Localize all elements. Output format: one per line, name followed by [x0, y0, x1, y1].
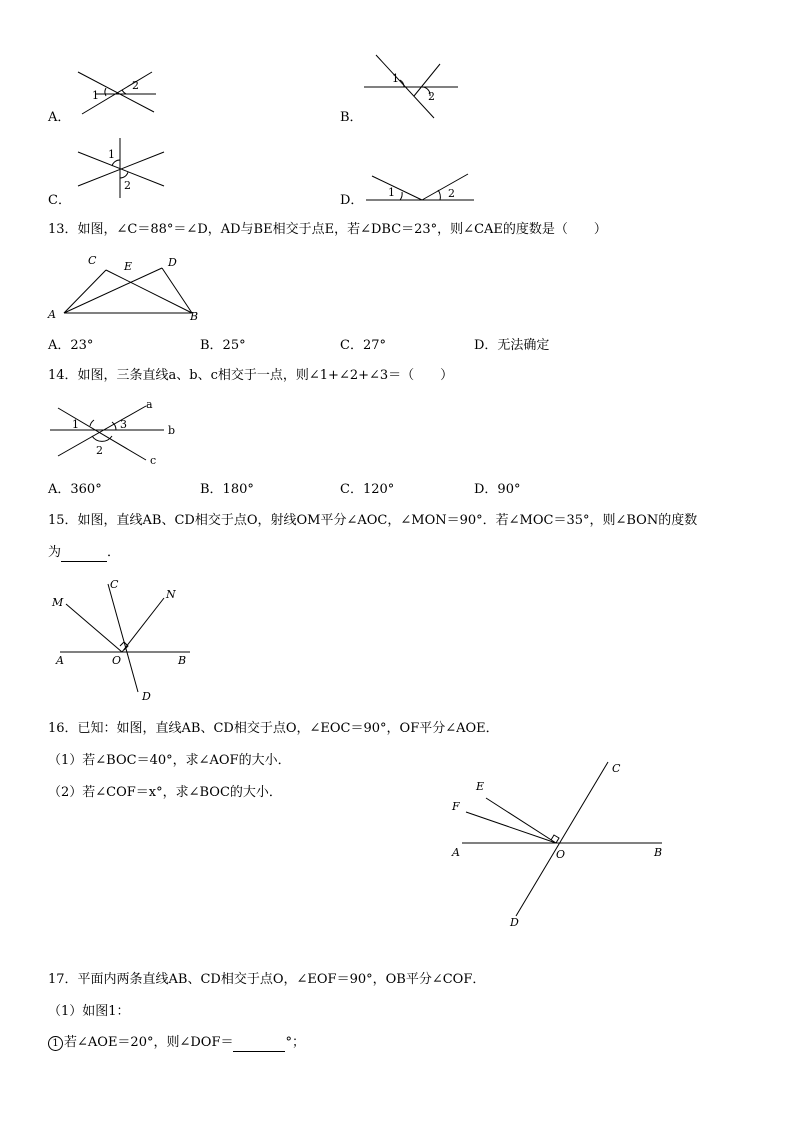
point-a-label: A — [48, 308, 56, 321]
angle-1-label: 1 — [392, 72, 399, 85]
q15-figure — [50, 576, 200, 706]
line-c-label: c — [150, 454, 157, 467]
q16-part1: （1）若∠BOC＝40°，求∠AOF的大小． — [48, 753, 291, 768]
point-a-label: A — [452, 846, 460, 859]
q14-option-d: D．90° — [474, 482, 521, 497]
point-b-label: B — [190, 310, 199, 323]
angle-1-label: 1 — [92, 89, 99, 102]
point-c-label: C — [110, 578, 119, 591]
q12-option-b-figure — [360, 52, 470, 122]
q12-option-b-label: B． — [340, 110, 363, 125]
point-e-label: E — [124, 260, 133, 273]
line-b-label: b — [168, 424, 176, 437]
angle-2-label: 2 — [428, 90, 435, 103]
angle-2-label: 2 — [132, 79, 139, 92]
angle-2-label: 2 — [448, 187, 455, 200]
q15-stem-line2 — [48, 545, 120, 562]
angle-1-label: 1 — [108, 148, 115, 161]
angle-1-label: 1 — [388, 186, 395, 199]
q13-option-a: A．23° — [48, 338, 94, 353]
q12-option-d-label: D． — [340, 193, 364, 208]
point-c-label: C — [88, 254, 97, 267]
q12-option-a-label: A． — [48, 110, 71, 125]
point-d-label: D — [142, 690, 151, 703]
q17-sub1-prefix: 若∠AOE＝20°，则∠DOF＝ — [64, 1035, 234, 1050]
q14-stem: 14．如图，三条直线a、b、c相交于一点，则∠1+∠2+∠3＝（ ） — [48, 368, 454, 383]
q17-stem: 17．平面内两条直线AB、CD相交于点O，∠EOF＝90°，OB平分∠COF． — [48, 972, 486, 987]
q16-figure — [446, 756, 676, 932]
q14-option-a: A．360° — [48, 482, 102, 497]
q14-option-b: B．180° — [200, 482, 254, 497]
q13-option-c: C．27° — [340, 338, 386, 353]
q12-option-c-label: C． — [48, 193, 71, 208]
line-a-label: a — [146, 398, 153, 411]
point-c-label: C — [612, 762, 621, 775]
point-o-label: O — [556, 848, 566, 861]
point-f-label: F — [452, 800, 460, 813]
point-m-label: M — [52, 596, 64, 609]
point-a-label: A — [56, 654, 64, 667]
q13-figure — [44, 250, 214, 326]
q17-answer-blank[interactable] — [233, 1035, 285, 1052]
angle-3-label: 3 — [120, 418, 127, 431]
angle-2-label: 2 — [96, 444, 103, 457]
point-o-label: O — [112, 654, 122, 667]
q13-option-d: D．无法确定 — [474, 338, 550, 353]
point-e-label: E — [476, 780, 485, 793]
point-n-label: N — [166, 588, 176, 601]
q16-stem: 16．已知：如图，直线AB、CD相交于点O，∠EOC＝90°，OF平分∠AOE． — [48, 721, 499, 736]
q13-stem: 13．如图，∠C＝88°＝∠D，AD与BE相交于点E，若∠DBC＝23°，则∠CAE的度数是（ ） — [48, 222, 607, 237]
point-d-label: D — [510, 916, 519, 929]
q16-part2: （2）若∠COF＝x°，求∠BOC的大小． — [48, 785, 282, 800]
point-b-label: B — [178, 654, 187, 667]
q17-sub1 — [48, 1035, 305, 1052]
point-d-label: D — [168, 256, 177, 269]
q17-part1: （1）如图1： — [48, 1004, 130, 1019]
q15-stem-suffix: ． — [107, 545, 121, 560]
circled-number: 1 — [48, 1036, 63, 1051]
q14-option-c: C．120° — [340, 482, 395, 497]
q12-option-a-figure — [70, 68, 170, 120]
q15-stem-line1: 15．如图，直线AB、CD相交于点O，射线OM平分∠AOC，∠MON＝90°．若∠MOC＝35°，则∠BON的度数 — [48, 513, 698, 528]
q12-option-d-figure — [360, 168, 480, 208]
q12-option-c-figure — [70, 136, 170, 200]
q15-answer-blank[interactable] — [61, 545, 107, 562]
angle-2-label: 2 — [124, 179, 131, 192]
q13-option-b: B．25° — [200, 338, 246, 353]
q15-stem-prefix: 为 — [48, 545, 62, 560]
point-b-label: B — [654, 846, 663, 859]
q14-figure — [48, 396, 188, 468]
q17-sub1-suffix: °； — [285, 1035, 305, 1050]
angle-1-label: 1 — [72, 418, 79, 431]
